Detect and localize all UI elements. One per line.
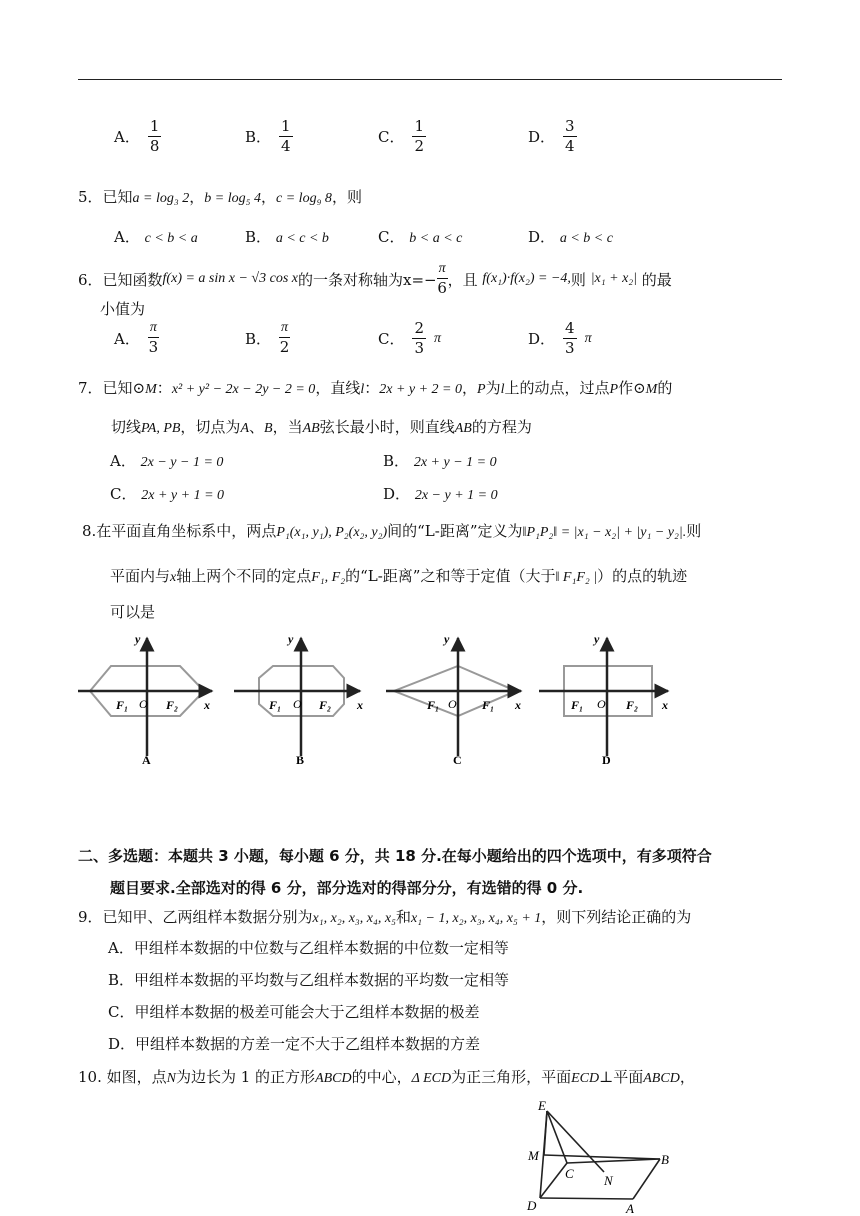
origin-label: O [597,697,606,711]
edge-CB [567,1159,660,1163]
graph-b[interactable] [234,632,363,767]
q6-option-b[interactable]: B． $\frac{\pi}{2}$ [245,320,290,356]
section-heading-line2: 题目要求.全部选对的得 6 分，部分选对的得部分分，有选错的得 0 分. [110,879,584,897]
y-label: y [444,632,450,646]
q6-option-d[interactable]: D． $\frac{4}{3}$ π [528,319,592,357]
fraction: $\frac{1}{2}$ [414,117,425,155]
q8-stem-line2: 平面内与x轴上两个不同的定点F₁, F₂的“L-距离”之和等于定值（大于‖ F₁F₂ |）的点的轨迹 [110,567,688,585]
x-label: x [515,698,521,712]
caption-a: A [142,753,151,767]
q10-figure [520,1096,680,1216]
graph-d[interactable] [539,632,668,767]
fraction: $\frac{\pi}{2}$ [279,320,290,356]
f2-label: F₂ [166,698,179,712]
label-N: N [604,1173,613,1188]
q9-stem: 9．已知甲、乙两组样本数据分别为x₁, x₂, x₃, x₄, x₅和x₁ − 1, x₂, x₃, x₄, x₅ + 1，则下列结论正确的为 [78,908,692,926]
q4-option-a[interactable]: A． $\frac{1}{8}$ [114,117,160,155]
q5-option-a[interactable]: A． c < b < a [114,228,198,246]
graph-a[interactable] [78,632,212,767]
q6-option-a[interactable]: A． $\frac{\pi}{3}$ [114,320,159,356]
f1-label: F₁ [269,698,282,712]
label-C: C [565,1166,574,1181]
header-rule [78,79,782,80]
q7-option-c[interactable]: C． 2x + y + 1 = 0 [110,485,225,503]
graph-c[interactable] [386,632,521,767]
label-B: B [661,1152,669,1167]
caption-b: B [296,753,305,767]
origin-label: O [448,697,457,711]
q4-option-b[interactable]: B． $\frac{1}{4}$ [245,117,291,155]
fraction: $\frac{2}{3}$ [414,319,425,357]
q5-option-b[interactable]: B． a < c < b [245,228,329,246]
section-heading: 二、多选题：本题共 3 小题，每小题 6 分，共 18 分.在每小题给出的四个选项中，有多项符合 [78,847,712,865]
x-label: x [662,698,668,712]
fraction: $\frac{1}{8}$ [149,117,160,155]
q5-option-c[interactable]: C． b < a < c [378,228,463,246]
fraction: $\frac{\pi}{3}$ [148,320,159,356]
fraction: $\frac{4}{3}$ [565,319,575,357]
q5-option-d[interactable]: D． a < b < c [528,228,613,246]
y-label: y [135,632,141,646]
q9-option-a[interactable]: A．甲组样本数据的中位数与乙组样本数据的中位数一定相等 [108,939,509,957]
q6-stem-line2: 小值为 [100,300,146,318]
q9-option-b[interactable]: B．甲组样本数据的平均数与乙组样本数据的平均数一定相等 [108,971,510,989]
q6-stem: 6．已知函数 f(x) = a sin x − √3 cos x 的一条对称轴为x=− $\frac{\pi}{6}$ ，且 f(x₁)·f(x₂) = −4, 则 |x₁ + x₂| 的最 [78,261,672,297]
edge-DC [540,1163,567,1198]
q8-graphs [76,628,696,778]
f2-label: F₂ [319,698,332,712]
caption-d: D [602,753,611,767]
y-label: y [594,632,600,646]
edge-MB [544,1155,660,1159]
q6-option-c[interactable]: C． $\frac{2}{3}$ π [378,319,442,357]
q9-option-d[interactable]: D．甲组样本数据的方差一定不大于乙组样本数据的方差 [108,1035,481,1053]
q7-stem-line2: 切线PA, PB，切点为A、B，当AB弦长最小时，则直线AB的方程为 [111,418,532,436]
caption-c: C [453,753,462,767]
origin-label: O [139,697,148,711]
label-M: M [528,1148,539,1163]
fraction: $\frac{\pi}{6}$ [437,261,447,297]
q4-option-c[interactable]: C． $\frac{1}{2}$ [378,117,425,155]
q4-option-d[interactable]: D． $\frac{3}{4}$ [528,117,575,155]
x-label: x [357,698,363,712]
fraction: $\frac{1}{4}$ [281,117,291,155]
label-D: D [527,1198,537,1213]
label-E: E [538,1098,546,1113]
q7-option-a[interactable]: A． 2x − y − 1 = 0 [110,452,224,470]
q7-stem: 7．已知⊙M：x² + y² − 2x − 2y − 2 = 0，直线l：2x + y + 2 = 0，P为l上的动点，过点P作⊙M的 [78,379,673,397]
y-label: y [288,632,294,646]
f1-label: F₁ [571,698,584,712]
q8-stem: 8.在平面直角坐标系中，两点P₁(x₁, y₁), P₂(x₂, y₂)间的“L-距离”定义为‖P₁P₂‖ = |x₁ − x₂| + |y₁ − y₂|.则 [82,522,702,540]
fraction: $\frac{3}{4}$ [565,117,575,155]
label-A: A [626,1201,634,1216]
q8-stem-line3: 可以是 [110,603,156,621]
q7-option-d[interactable]: D． 2x − y + 1 = 0 [383,485,498,503]
q5-stem: 5．已知a = log₃ 2，b = log₅ 4，c = log₉ 8，则 [78,188,362,206]
f1-label: F₁ [427,698,440,712]
q9-option-c[interactable]: C．甲组样本数据的极差可能会大于乙组样本数据的极差 [108,1003,480,1021]
origin-label: O [293,697,302,711]
f1-label: F₁ [116,698,129,712]
edge-AB [633,1159,660,1199]
f2-label: F₂ [626,698,639,712]
q7-option-b[interactable]: B． 2x + y − 1 = 0 [383,452,497,470]
x-label: x [204,698,210,712]
q10-stem: 10. 如图，点N为边长为 1 的正方形ABCD的中心，Δ ECD为正三角形，平面ECD⊥平面ABCD， [78,1068,695,1086]
edge-DA [540,1198,633,1199]
f1-label-right: F₁ [482,698,495,712]
